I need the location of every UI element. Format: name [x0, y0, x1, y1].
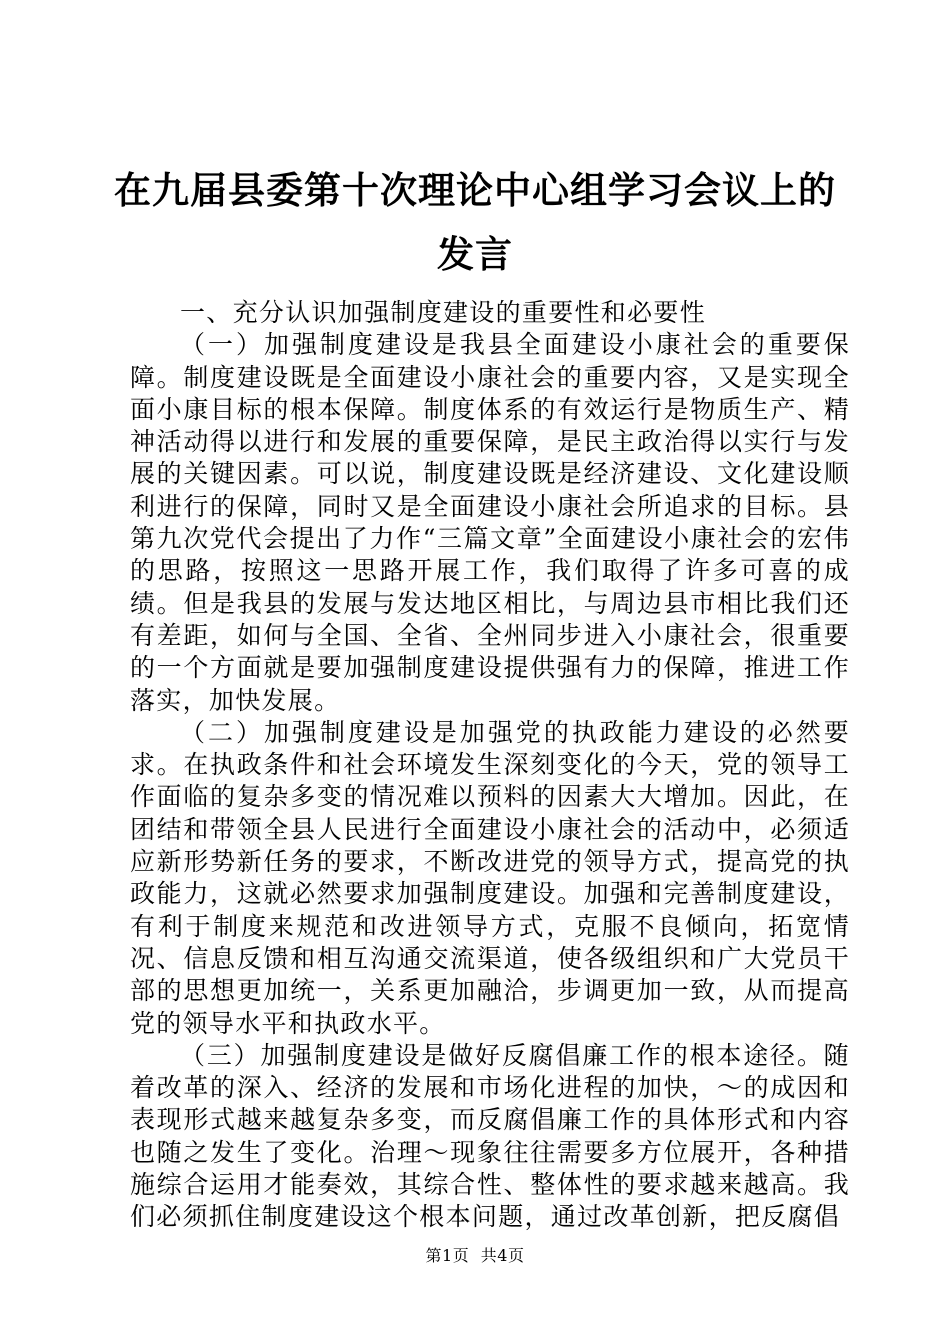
document-title: 在九届县委第十次理论中心组学习会议上的发言	[114, 168, 836, 276]
page-number: 第1页	[425, 1246, 470, 1265]
paragraph-1: （一）加强制度建设是我县全面建设小康社会的重要保障。制度建设既是全面建设小康社会的重要内容，又是实现全面小康目标的根本保障。制度体系的有效运行是物质生产、精神活动得以进行和发展的重要保障，是民主政治得以实行与发展的关键因素。可以说，制度建设既是经济建设、文化建设顺利进行的保障，同时又是全面建设小康社会所追求的目标。县第九次党代会提出了力作“三篇文章”全面建设小康社会的宏伟的思路，按照这一思路开展工作，我们取得了许多可喜的成绩。但是我县的发展与发达地区相比，与周边县市相比我们还有差距，如何与全国、全省、全州同步进入小康社会，很重要的一个方面就是要加强制度建设提供强有力的保障，推进工作落实，加快发展。	[130, 330, 850, 715]
section-heading: 一、充分认识加强制度建设的重要性和必要性	[180, 298, 707, 327]
document-body	[130, 297, 850, 1234]
page-footer	[0, 1243, 950, 1266]
paragraph-2: （二）加强制度建设是加强党的执政能力建设的必然要求。在执政条件和社会环境发生深刻变化的今天，党的领导工作面临的复杂多变的情况难以预料的因素大大增加。因此，在团结和带领全县人民进行全面建设小康社会的活动中，必须适应新形势新任务的要求，不断改进党的领导方式，提高党的执政能力，这就必然要求加强制度建设。加强和完善制度建设，有利于制度来规范和改进领导方式，克服不良倾向，拓宽情况、信息反馈和相互沟通交流渠道，使各级组织和广大党员干部的思想更加统一，关系更加融洽，步调更加一致，从而提高党的领导水平和执政水平。	[130, 717, 850, 1038]
page-total: 共4页	[480, 1246, 525, 1265]
paragraph-3: （三）加强制度建设是做好反腐倡廉工作的根本途径。随着改革的深入、经济的发展和市场化进程的加快，～的成因和表现形式越来越复杂多变，而反腐倡廉工作的具体形式和内容也随之发生了变化。治理～现象往往需要多方位展开，各种措施综合运用才能奏效，其综合性、整体性的要求越来越高。我们必须抓住制度建设这个根本问题，通过改革创新，把反腐倡	[130, 1040, 850, 1232]
